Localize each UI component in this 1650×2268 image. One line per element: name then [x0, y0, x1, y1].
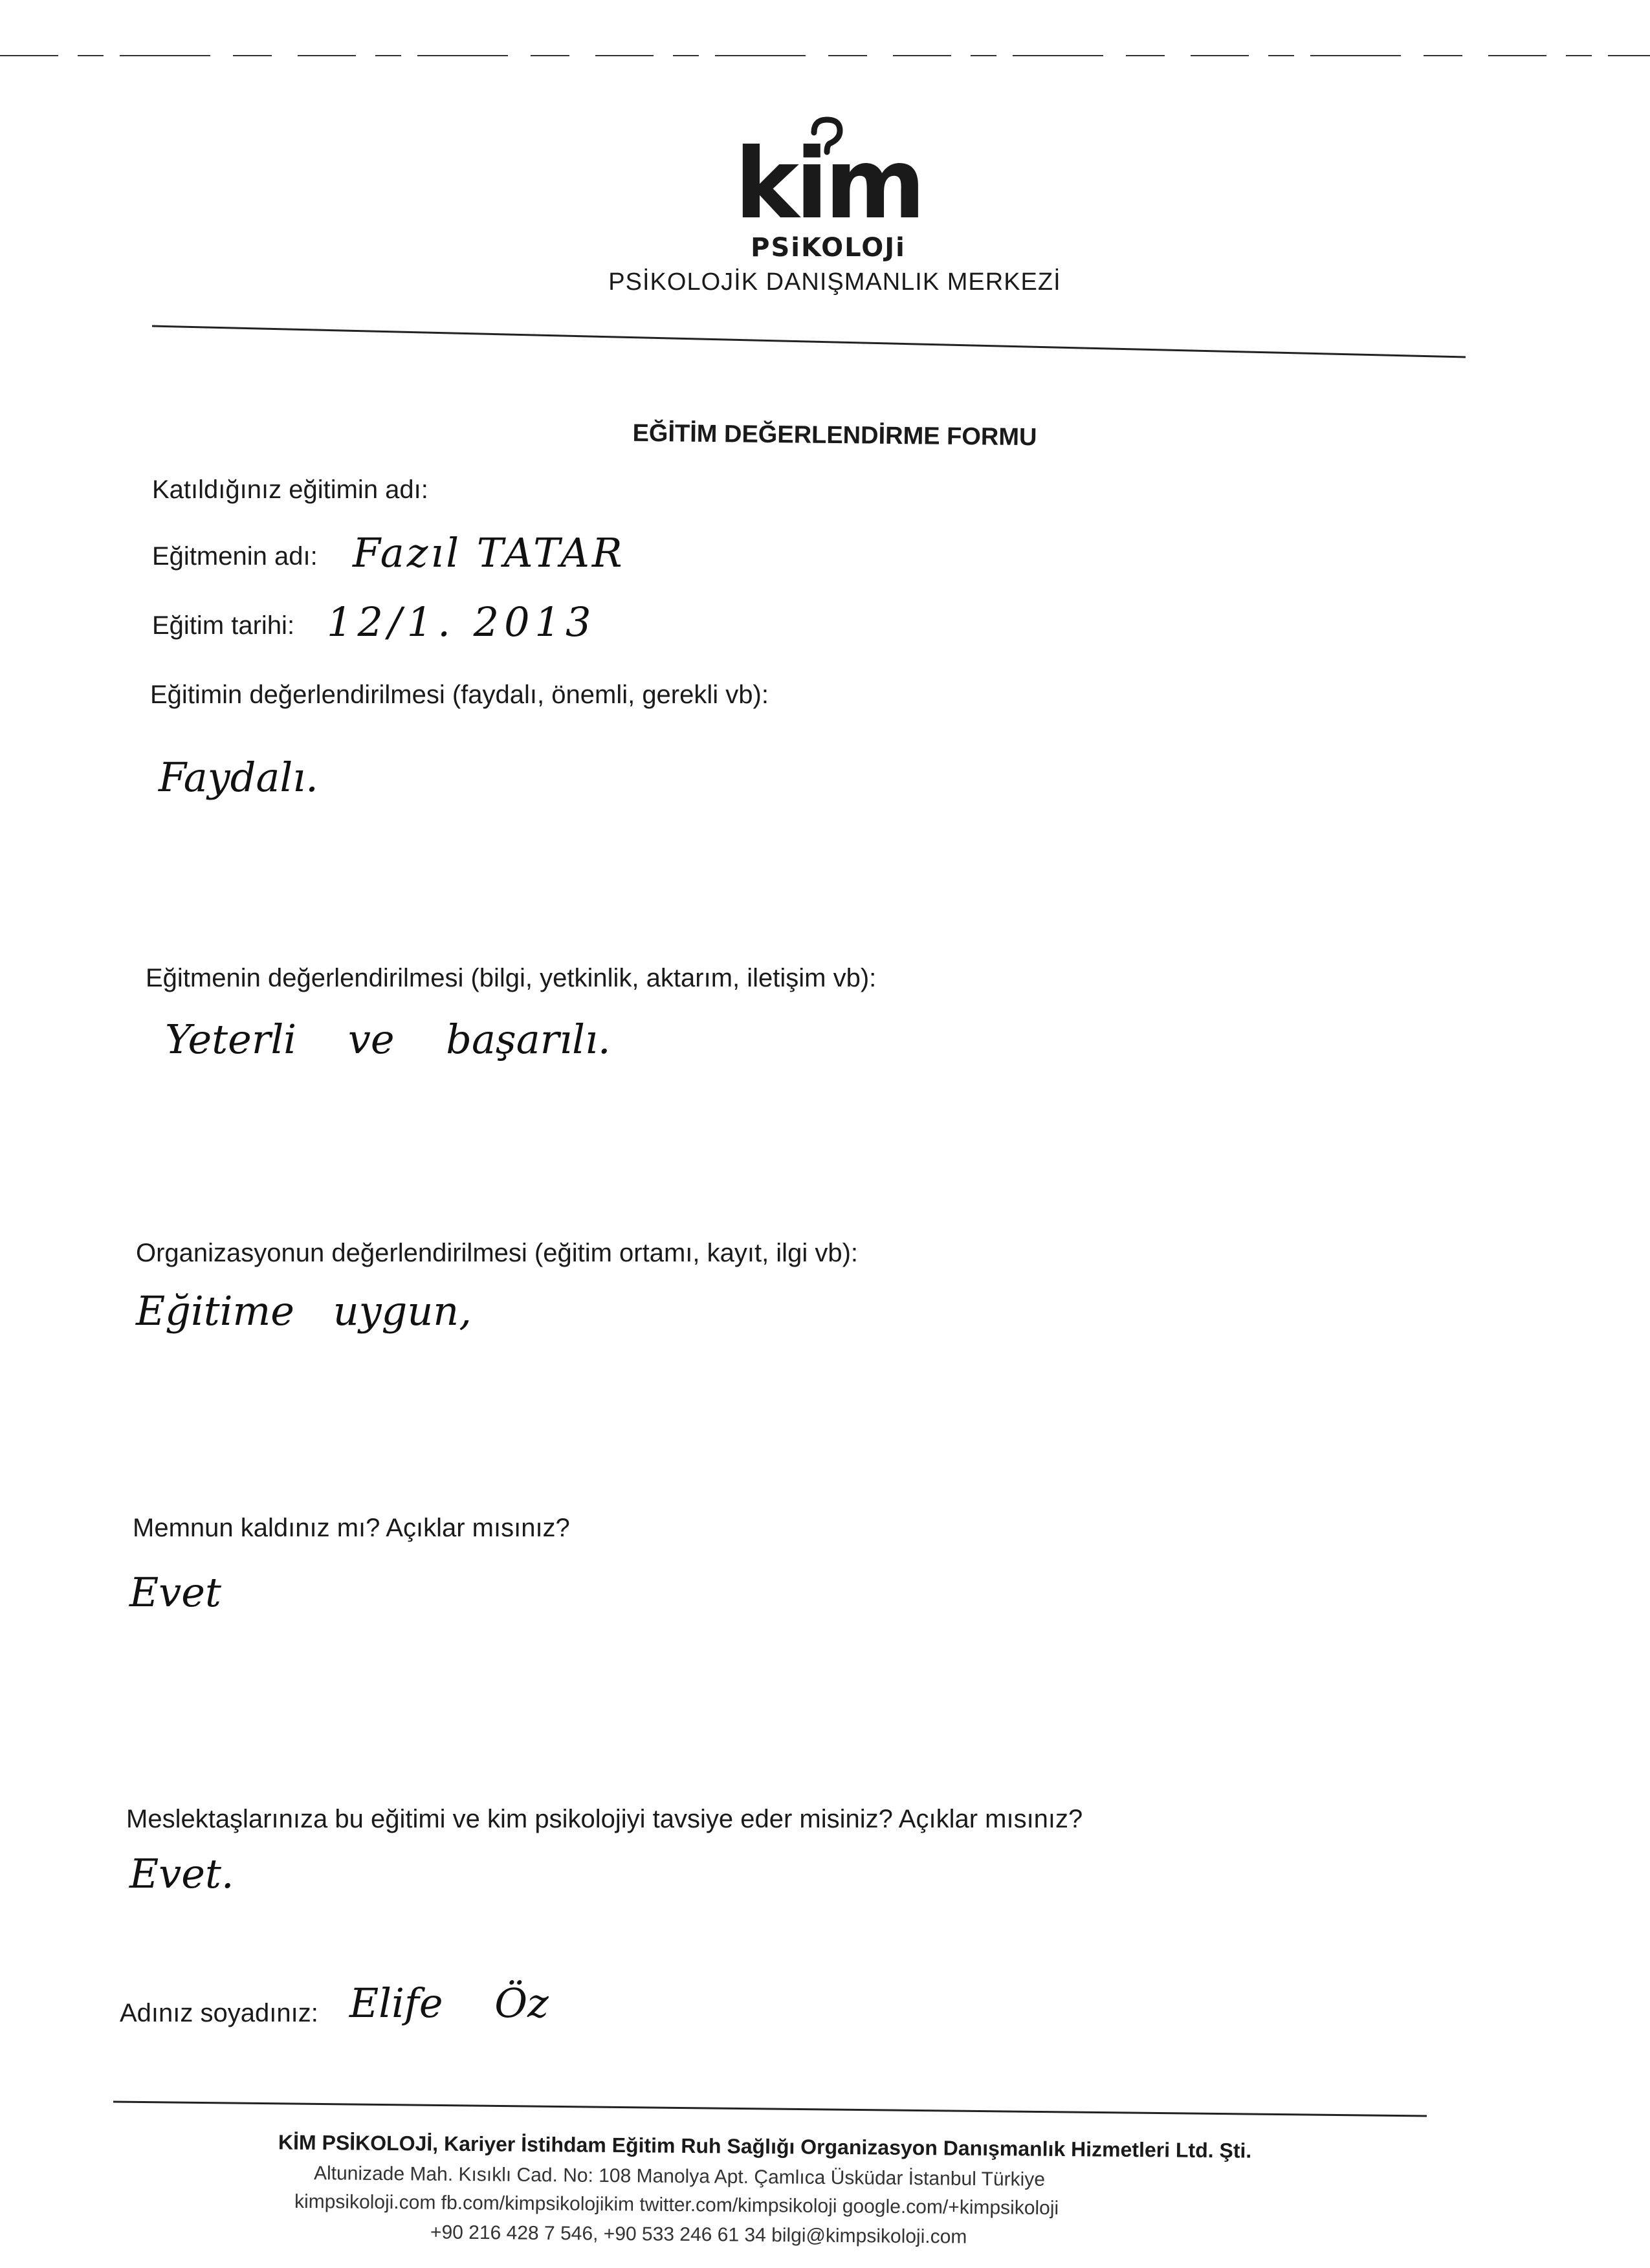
satisfaction-question-label: Memnun kaldınız mı? Açıklar mısınız?: [133, 1514, 570, 1542]
scan-edge-dashes: [0, 52, 1650, 60]
organization-evaluation-value: Eğitime uygun,: [136, 1287, 472, 1335]
footer-divider: [113, 2099, 1427, 2119]
organization-evaluation-label: Organizasyonun değerlendirilmesi (eğitim ortamı, kayıt, ilgi vb):: [136, 1239, 858, 1267]
recommendation-question-label: Meslektaşlarınıza bu eğitimi ve kim psikolojiyi tavsiye eder misiniz? Açıklar mısınız?: [126, 1805, 1083, 1833]
header-divider: [152, 323, 1466, 362]
header-tagline: PSİKOLOJİK DANIŞMANLIK MERKEZİ: [608, 268, 1061, 296]
footer-company: KİM PSİKOLOJİ, Kariyer İstihdam Eğitim Ruh Sağlığı Organizasyon Danışmanlık Hizmetleri Ltd. Şti.: [278, 2130, 1252, 2163]
training-date-label: Eğitim tarihi:: [152, 611, 295, 640]
footer-address: Altunizade Mah. Kısıklı Cad. No: 108 Manolya Apt. Çamlıca Üsküdar İstanbul Türkiye: [313, 2163, 1046, 2190]
trainer-name-label: Eğitmenin adı:: [152, 542, 318, 571]
kim-psikoloji-logo: [725, 116, 932, 265]
satisfaction-answer-value: Evet: [129, 1569, 221, 1616]
training-date-value: 12/1. 2013: [327, 598, 597, 646]
footer-links: kimpsikoloji.com fb.com/kimpsikolojikim twitter.com/kimpsikoloji google.com/+kimpsikoloji: [294, 2190, 1059, 2219]
full-name-value: Elife Öz: [349, 1979, 549, 2027]
trainer-evaluation-value: Yeterli ve başarılı.: [165, 1016, 611, 1063]
recommendation-answer-value: Evet.: [129, 1850, 234, 1897]
logo-wordmark: kim: [734, 128, 922, 241]
footer-contact: +90 216 428 7 546, +90 533 246 61 34 bilgi@kimpsikoloji.com: [430, 2221, 967, 2248]
trainer-name-value: Fazıl TATAR: [353, 529, 625, 576]
training-name-label: Katıldığınız eğitimin adı:: [152, 475, 428, 504]
trainer-evaluation-label: Eğitmenin değerlendirilmesi (bilgi, yetkinlik, aktarım, iletişim vb):: [146, 964, 877, 992]
training-evaluation-label: Eğitimin değerlendirilmesi (faydalı, önemli, gerekli vb):: [150, 681, 769, 709]
training-evaluation-value: Faydalı.: [159, 754, 318, 801]
full-name-label: Adınız soyadınız:: [120, 1999, 318, 2027]
form-title: EĞİTİM DEĞERLENDİRME FORMU: [632, 419, 1037, 452]
logo-subtitle: PSiKOLOJi: [751, 233, 906, 263]
